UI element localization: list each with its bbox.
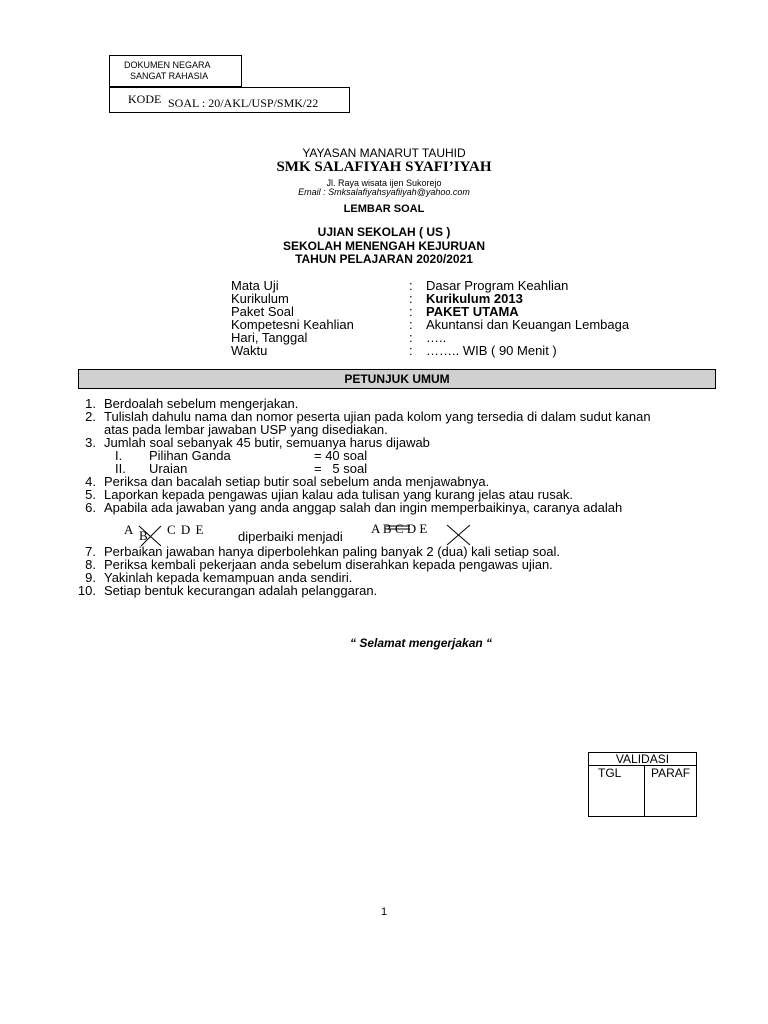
classification-line-2: SANGAT RAHASIA (130, 71, 209, 81)
item-text: atas pada lembar jawaban USP yang disediakan. (104, 422, 388, 437)
info-label: Mata Uji (231, 278, 279, 293)
sub-item-value: = 40 soal (314, 448, 368, 463)
code-label: KODE (128, 92, 162, 106)
list-item (78, 584, 718, 597)
example-choice-a: A (124, 522, 135, 537)
item-number: 5. (85, 487, 96, 502)
school-email: Email : Smksalafiyahsyafiiyah@yahoo.com (298, 187, 470, 197)
item-number: 7. (85, 544, 96, 559)
info-value: …….. WIB ( 90 Menit ) (426, 343, 557, 358)
info-colon: : (409, 278, 413, 293)
info-label: Waktu (231, 343, 268, 358)
instructions-list (78, 397, 718, 514)
item-number: 6. (85, 500, 96, 515)
info-label: Paket Soal (231, 304, 294, 319)
example-corrected-choices: A B C D E (371, 521, 428, 536)
foundation-name: YAYASAN MANARUT TAUHID (302, 146, 466, 160)
info-colon: : (409, 291, 413, 306)
example-choice-b: B (139, 528, 148, 543)
item-text: Apabila ada jawaban yang anda anggap salah dan ingin memperbaikinya, caranya adalah (104, 500, 623, 515)
info-value: Akuntansi dan Keuangan Lembaga (426, 317, 630, 332)
info-value: Dasar Program Keahlian (426, 278, 569, 293)
validation-signature-cell: PARAF (645, 766, 697, 817)
item-text: Perbaikan jawaban hanya diperbolehkan paling banyak 2 (dua) kali setiap soal. (104, 544, 561, 559)
info-colon: : (409, 343, 413, 358)
school-level: SEKOLAH MENENGAH KEJURUAN (282, 239, 485, 253)
exam-info (231, 278, 630, 358)
info-colon: : (409, 330, 413, 345)
instructions-list-continued (78, 545, 718, 597)
exam-title: UJIAN SEKOLAH ( US ) (317, 225, 451, 239)
validation-title: VALIDASI (589, 753, 697, 766)
sub-item-label: Pilihan Ganda (149, 448, 231, 463)
item-text: Tulislah dahulu nama dan nomor peserta ujian pada kolom yang tersedia di dalam sudut kanan (104, 409, 651, 424)
document-type: LEMBAR SOAL (343, 203, 425, 215)
info-label: Kurikulum (231, 291, 289, 306)
info-value: ….. (426, 330, 447, 345)
closing-message: “ Selamat mengerjakan “ (350, 636, 493, 650)
sub-item-number: I. (115, 448, 123, 463)
validation-box (588, 752, 697, 817)
item-number: 4. (85, 474, 96, 489)
item-number: 9. (85, 570, 96, 585)
sub-item-label: Uraian (149, 461, 188, 476)
item-text: Setiap bentuk kecurangan adalah pelanggaran. (104, 583, 378, 598)
info-colon: : (409, 304, 413, 319)
item-text: Jumlah soal sebanyak 45 butir, semuanya harus dijawab (104, 435, 430, 450)
sub-item-number: II. (115, 461, 126, 476)
item-text: Periksa kembali pekerjaan anda sebelum diserahkan kepada pengawas ujian. (104, 557, 553, 572)
code-value: SOAL : 20/AKL/USP/SMK/22 (168, 96, 319, 110)
school-name: SMK SALAFIYAH SYAFI’IYAH (276, 159, 492, 175)
school-address: Jl. Raya wisata ijen Sukorejo (326, 178, 442, 188)
info-label: Hari, Tanggal (231, 330, 308, 345)
item-number: 2. (85, 409, 96, 424)
item-text: Berdoalah sebelum mengerjakan. (104, 396, 299, 411)
info-label: Kompetesni Keahlian (231, 317, 354, 332)
info-value: Kurikulum 2013 (426, 291, 523, 306)
academic-year: TAHUN PELAJARAN 2020/2021 (295, 252, 473, 266)
info-row (231, 343, 557, 358)
page-number: 1 (380, 906, 388, 918)
sub-item-value: = 5 soal (314, 461, 368, 476)
example-choices-rest: C D E (167, 522, 205, 537)
code-box (109, 87, 350, 113)
item-text: Periksa dan bacalah setiap butir soal sebelum anda menjawabnya. (104, 474, 490, 489)
item-number: 3. (85, 435, 96, 450)
classification-line-1: DOKUMEN NEGARA (124, 60, 211, 70)
general-instructions-banner: PETUNJUK UMUM (78, 369, 716, 389)
info-colon: : (409, 317, 413, 332)
item-number: 1. (85, 396, 96, 411)
double-line-mark-icon (384, 521, 414, 535)
item-number: 8. (85, 557, 96, 572)
validation-date-cell: TGL (589, 766, 645, 817)
info-value: PAKET UTAMA (426, 304, 519, 319)
item-text: Yakinlah kepada kemampuan anda sendiri. (104, 570, 353, 585)
item-text: Laporkan kepada pengawas ujian kalau ada tulisan yang kurang jelas atau rusak. (104, 487, 574, 502)
document-classification-box (109, 55, 242, 87)
item-number: 10. (77, 583, 96, 598)
example-text: diperbaiki menjadi (238, 529, 343, 544)
list-item (78, 501, 718, 514)
